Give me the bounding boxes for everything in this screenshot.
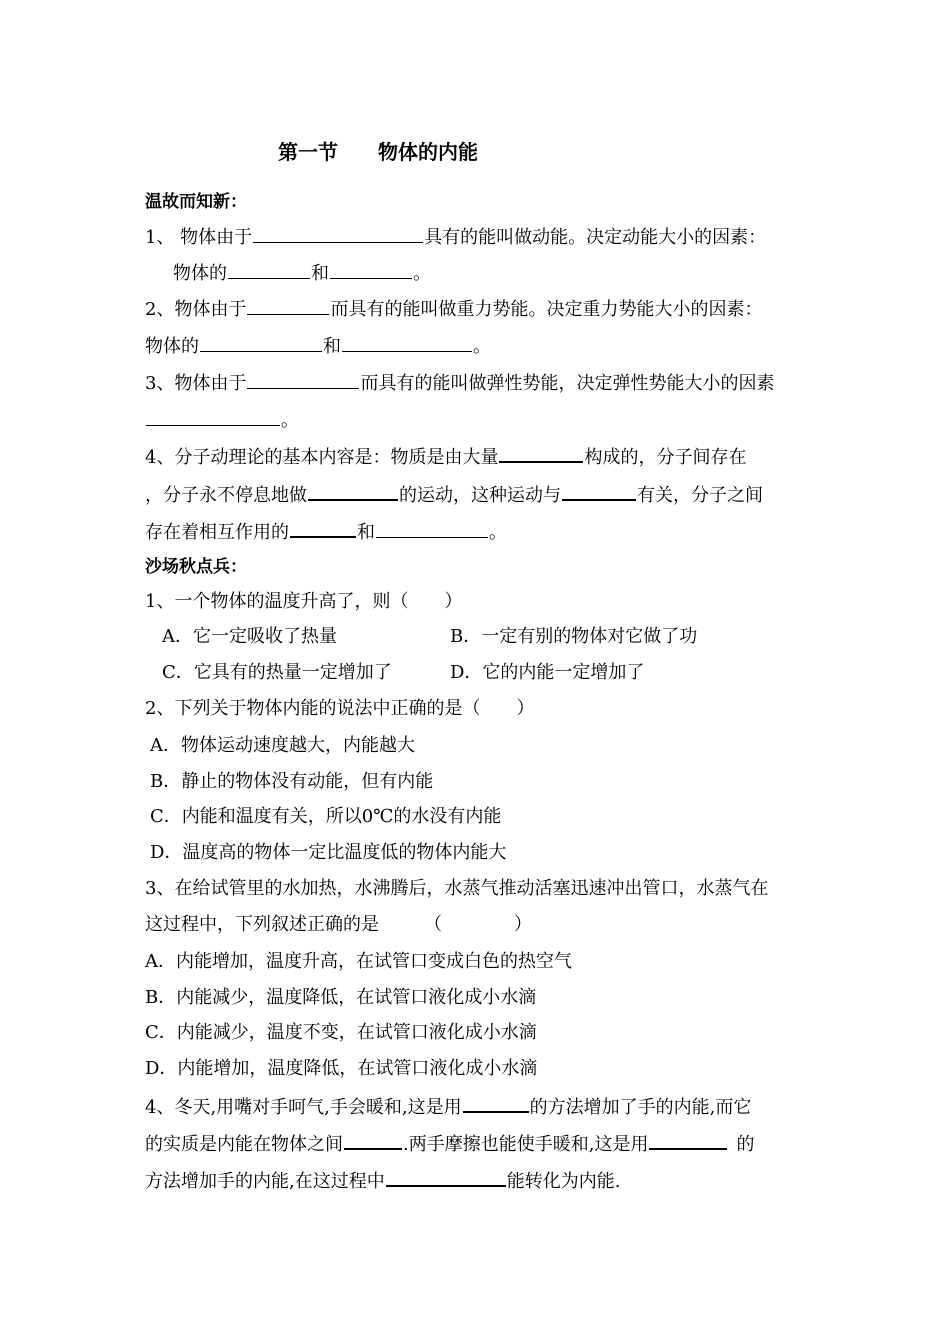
option-b[interactable]: B．一定有别的物体对它做了功	[450, 626, 698, 647]
practice-q4-line1: 4、冬天,用嘴对手呵气,手会暖和,这是用 的方法增加了手的内能,而它	[145, 1091, 805, 1121]
practice-q1-options-row1	[145, 622, 805, 652]
blank[interactable]	[376, 517, 488, 538]
option-d[interactable]: D．内能增加，温度降低，在试管口液化成小水滴	[145, 1058, 538, 1079]
blank[interactable]	[330, 258, 412, 279]
option-b[interactable]: B．静止的物体没有动能，但有内能	[150, 771, 434, 792]
option-c[interactable]: C．内能和温度有关，所以0℃的水没有内能	[150, 806, 502, 827]
review-q3-line2: 。	[145, 405, 805, 435]
blank[interactable]	[200, 331, 322, 352]
review-q1-line2: 物体的 和 。	[173, 258, 805, 288]
review-q4-line1: 4、分子动理论的基本内容是：物质是由大量 构成的，分子间存在	[145, 441, 805, 471]
blank[interactable]	[649, 1128, 727, 1150]
section-heading-review: 温故而知新：	[145, 192, 247, 212]
practice-q3-stem-line2: 这过程中，下列叙述正确的是 （ ）	[145, 914, 532, 935]
practice-q1-options-row2	[145, 658, 805, 688]
page-title: 第一节 物体的内能	[278, 140, 478, 164]
option-a[interactable]: A．它一定吸收了热量	[162, 626, 337, 647]
option-d[interactable]: D．温度高的物体一定比温度低的物体内能大	[150, 842, 507, 863]
blank[interactable]	[247, 368, 359, 389]
blank[interactable]	[247, 294, 329, 315]
review-q2-line2: 物体的 和 。	[145, 331, 805, 361]
practice-q4-line3: 方法增加手的内能,在这过程中 能转化为内能.	[145, 1165, 805, 1195]
review-q4-line2: ，分子永不停息地做 的运动，这种运动与 有关，分子之间	[145, 479, 805, 509]
option-a[interactable]: A．内能增加，温度升高，在试管口变成白色的热空气	[145, 951, 572, 972]
practice-q3-stem-line1: 3、在给试管里的水加热，水沸腾后，水蒸气推动活塞迅速冲出管口，水蒸气在	[145, 878, 769, 899]
blank[interactable]	[342, 331, 472, 352]
review-q4-line3: 存在着相互作用的 和 。	[145, 516, 805, 546]
blank[interactable]	[499, 441, 583, 463]
practice-q1-stem: 1、一个物体的温度升高了，则（ ）	[145, 591, 463, 612]
review-q1-line1: 1、 物体由于 具有的能叫做动能。决定动能大小的因素：	[145, 222, 805, 252]
blank[interactable]	[228, 258, 310, 279]
practice-q2-stem: 2、下列关于物体内能的说法中正确的是（ ）	[145, 698, 535, 719]
blank[interactable]	[463, 1091, 529, 1113]
blank[interactable]	[562, 479, 636, 501]
blank[interactable]	[308, 479, 398, 501]
option-a[interactable]: A．物体运动速度越大，内能越大	[150, 735, 415, 756]
option-d[interactable]: D．它的内能一定增加了	[450, 662, 645, 683]
blank[interactable]	[386, 1165, 506, 1187]
option-b[interactable]: B．内能减少，温度降低，在试管口液化成小水滴	[145, 987, 537, 1008]
blank[interactable]	[290, 516, 356, 538]
blank[interactable]	[253, 222, 423, 243]
option-c[interactable]: C．它具有的热量一定增加了	[162, 662, 392, 683]
blank[interactable]	[146, 405, 280, 426]
practice-q4-line2: 的实质是内能在物体之间 .两手摩擦也能使手暖和,这是用 的	[145, 1128, 805, 1158]
section-heading-practice: 沙场秋点兵：	[145, 557, 247, 577]
blank[interactable]	[344, 1128, 402, 1150]
option-c[interactable]: C．内能减少，温度不变，在试管口液化成小水滴	[145, 1022, 537, 1043]
review-q2-line1: 2、物体由于 而具有的能叫做重力势能。决定重力势能大小的因素：	[145, 294, 805, 324]
review-q3-line1: 3、物体由于 而具有的能叫做弹性势能，决定弹性势能大小的因素	[145, 368, 805, 398]
